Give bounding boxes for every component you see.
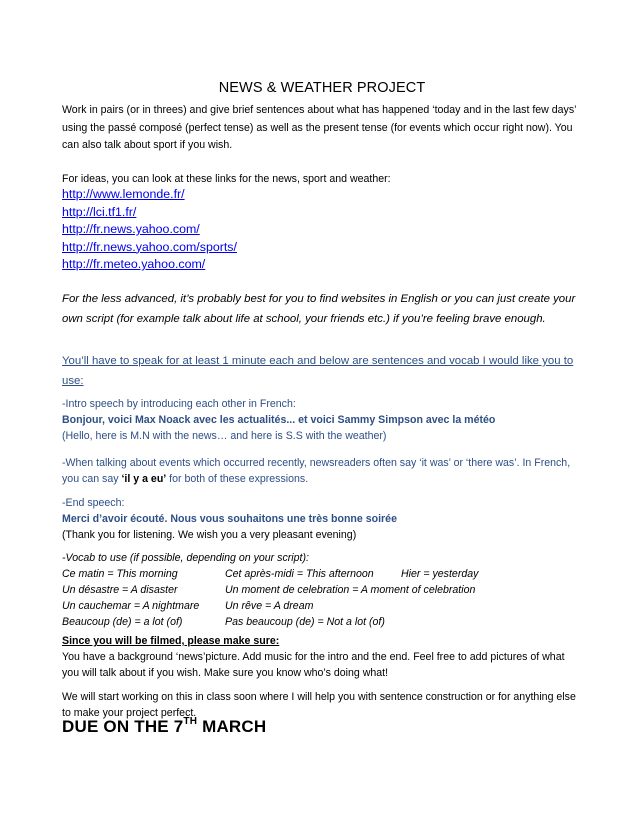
vocab-item: Ce matin = This morning [62,568,178,580]
intro-speech-label: -Intro speech by introducing each other in French: [62,398,296,410]
link-yahoo-news[interactable]: http://fr.news.yahoo.com/ [62,222,200,236]
link-yahoo-meteo[interactable]: http://fr.meteo.yahoo.com/ [62,257,206,271]
past-events-bold: ‘il y a eu’ [121,473,167,485]
links-list [62,186,237,274]
filmed-text: You have a background ‘news’picture. Add music for the intro and the end. Feel free to add pictures of what you will talk about if you wish. Make sure you know who’s doing what! [62,651,565,679]
less-advanced-note: For the less advanced, it’s probably best for you to find websites in English or you can just create your own script (for example talk about life at school, your friends etc.) if you’re feeling brave enough. [62,293,576,325]
link-yahoo-sports[interactable]: http://fr.news.yahoo.com/sports/ [62,239,237,254]
vocab-item: Cet après-midi = This afternoon [225,568,374,580]
vocab-item: Beaucoup (de) = a lot (of) [62,616,183,628]
vocab-row [62,582,478,598]
due-date [62,716,266,737]
ideas-text: For ideas, you can look at these links for the news, sport and weather: [62,173,391,185]
end-speech-label: -End speech: [62,497,125,509]
past-events-section [62,455,582,487]
filmed-section [62,633,582,681]
vocab-section [62,550,478,630]
filmed-heading: Since you will be filmed, please make sure: [62,635,280,647]
intro-speech-french: Bonjour, voici Max Noack avec les actualités... et voici Sammy Simpson avec la météo [62,414,496,426]
link-lci[interactable]: http://lci.tf1.fr/ [62,204,137,219]
vocab-item: Un désastre = A disaster [62,584,178,596]
page-title: NEWS & WEATHER PROJECT [218,80,426,96]
past-events-before: -When talking about events which occurred recently, newsreaders often say ‘it was’ or ‘there was’. In French, you can say [62,457,571,485]
end-speech-section [62,495,582,543]
speak-heading-text: You’ll have to speak for at least 1 minute each and below are sentences and vocab I would like you to use: [62,355,574,387]
due-prefix: DUE ON THE 7 [62,717,184,736]
link-lemonde[interactable]: http://www.lemonde.fr/ [62,187,185,201]
past-events-after: for both of these expressions. [166,473,309,485]
end-speech-english: (Thank you for listening. We wish you a very pleasant evening) [62,529,357,541]
due-suffix: MARCH [197,717,267,736]
vocab-item: Un cauchemar = A nightmare [62,600,200,612]
vocab-label: -Vocab to use (if possible, depending on your script): [62,552,309,564]
intro-speech-section [62,396,582,444]
vocab-row [62,598,478,614]
end-speech-french: Merci d’avoir écouté. Nous vous souhaitons une très bonne soirée [62,513,397,525]
class-note: We will start working on this in class soon where I will help you with sentence construction or for anything else to make your project perfect. [62,691,576,719]
vocab-item: Un rêve = A dream [225,600,314,612]
vocab-item: Pas beaucoup (de) = Not a lot (of) [225,616,385,628]
due-sup: TH [183,716,198,727]
vocab-item: Hier = yesterday [401,568,479,580]
vocab-row [62,566,478,582]
vocab-item: Un moment de celebration = A moment of celebration [225,584,476,596]
intro-speech-english: (Hello, here is M.N with the news… and here is S.S with the weather) [62,430,387,442]
vocab-row [62,614,478,630]
intro-paragraph: Work in pairs (or in threes) and give brief sentences about what has happened ‘today and in the last few days’ using the passé composé (perfect tense) as well as the present tense (for events which occur right now). You can also talk about sport if you wish. [62,104,577,151]
speak-heading [62,351,582,391]
